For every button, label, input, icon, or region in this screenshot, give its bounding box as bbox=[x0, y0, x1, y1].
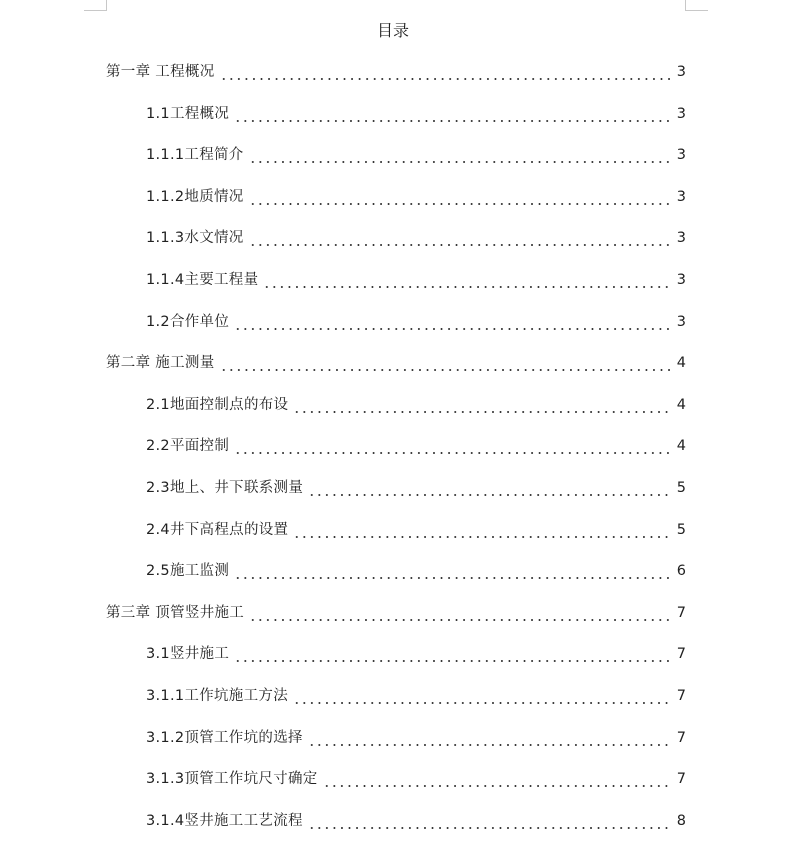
toc-page-number: 3 bbox=[676, 313, 686, 330]
toc-page-number: 3 bbox=[676, 188, 686, 205]
toc-page-number: 4 bbox=[676, 355, 686, 372]
toc-page-number: 7 bbox=[676, 771, 686, 788]
toc-entry-label[interactable]: 1.1.4主要工程量 bbox=[146, 271, 259, 288]
margin-corner-mark-left bbox=[84, 0, 107, 11]
toc-title: 目录 bbox=[376, 21, 409, 40]
toc-dot-leader bbox=[234, 436, 671, 456]
toc-entry-label[interactable]: 第三章 顶管竖井施工 bbox=[106, 604, 245, 621]
toc-dot-leader bbox=[234, 561, 671, 581]
toc-section-entry[interactable] bbox=[0, 312, 686, 354]
toc-section-entry[interactable] bbox=[0, 811, 686, 852]
toc-dot-leader bbox=[249, 187, 671, 207]
toc-page-number: 4 bbox=[676, 438, 686, 455]
toc-page-number: 7 bbox=[676, 687, 686, 704]
toc-section-entry[interactable] bbox=[0, 728, 686, 770]
toc-section-entry[interactable] bbox=[0, 228, 686, 270]
toc-chapter-entry[interactable] bbox=[0, 62, 686, 104]
toc-section-entry[interactable] bbox=[0, 104, 686, 146]
toc-dot-leader bbox=[308, 478, 671, 498]
toc-dot-leader bbox=[293, 520, 670, 540]
toc-dot-leader bbox=[249, 228, 671, 248]
toc-entry-label[interactable]: 1.2合作单位 bbox=[146, 313, 230, 330]
toc-dot-leader bbox=[308, 728, 671, 748]
toc-page-number: 8 bbox=[676, 812, 686, 829]
toc-chapter-entry[interactable] bbox=[0, 603, 686, 645]
toc-entry-label[interactable]: 1.1.3水文情况 bbox=[146, 230, 244, 247]
toc-entry-label[interactable]: 3.1.4竖井施工工艺流程 bbox=[146, 812, 303, 829]
toc-entry-label[interactable]: 3.1.3顶管工作坑尺寸确定 bbox=[146, 771, 318, 788]
toc-section-entry[interactable] bbox=[0, 769, 686, 811]
toc-page-number: 3 bbox=[676, 147, 686, 164]
toc-dot-leader bbox=[323, 769, 671, 789]
toc-dot-leader bbox=[234, 104, 671, 124]
toc-page-number: 7 bbox=[676, 729, 686, 746]
toc-section-entry[interactable] bbox=[0, 686, 686, 728]
toc-entry-label[interactable]: 3.1竖井施工 bbox=[146, 646, 230, 663]
toc-section-entry[interactable] bbox=[0, 395, 686, 437]
toc-section-entry[interactable] bbox=[0, 187, 686, 229]
toc-entry-label[interactable]: 2.3地上、井下联系测量 bbox=[146, 479, 304, 496]
toc-entry-label[interactable]: 2.2平面控制 bbox=[146, 438, 230, 455]
toc-page-number: 7 bbox=[676, 604, 686, 621]
toc-entry-label[interactable]: 3.1.2顶管工作坑的选择 bbox=[146, 729, 303, 746]
toc-dot-leader bbox=[220, 62, 671, 82]
toc-entry-label[interactable]: 第一章 工程概况 bbox=[106, 64, 215, 80]
toc-entry-label[interactable]: 3.1.1工作坑施工方法 bbox=[146, 687, 288, 704]
toc-page-number: 3 bbox=[676, 64, 686, 80]
toc-dot-leader bbox=[293, 686, 671, 706]
toc-page-number: 3 bbox=[676, 105, 686, 122]
toc-page-number: 5 bbox=[676, 479, 686, 496]
toc-dot-leader bbox=[249, 603, 671, 623]
toc-dot-leader bbox=[293, 395, 670, 415]
toc-page-number: 3 bbox=[676, 230, 686, 247]
toc-entry-label[interactable]: 2.4井下高程点的设置 bbox=[146, 521, 289, 538]
toc-entry-label[interactable]: 第二章 施工测量 bbox=[106, 355, 215, 372]
toc-entry-label[interactable]: 2.1地面控制点的布设 bbox=[146, 396, 289, 413]
toc-section-entry[interactable] bbox=[0, 644, 686, 686]
table-of-contents bbox=[0, 62, 786, 852]
toc-section-entry[interactable] bbox=[0, 145, 686, 187]
toc-dot-leader bbox=[234, 644, 671, 664]
toc-page-number: 6 bbox=[676, 563, 686, 580]
toc-entry-label[interactable]: 1.1.2地质情况 bbox=[146, 188, 244, 205]
toc-section-entry[interactable] bbox=[0, 561, 686, 603]
toc-entry-label[interactable]: 1.1工程概况 bbox=[146, 105, 230, 122]
toc-page-number: 4 bbox=[676, 396, 686, 413]
toc-page-number: 7 bbox=[676, 646, 686, 663]
toc-dot-leader bbox=[220, 353, 671, 373]
toc-dot-leader bbox=[234, 312, 671, 332]
toc-section-entry[interactable] bbox=[0, 520, 686, 562]
toc-section-entry[interactable] bbox=[0, 436, 686, 478]
toc-section-entry[interactable] bbox=[0, 478, 686, 520]
toc-section-entry[interactable] bbox=[0, 270, 686, 312]
toc-page-number: 5 bbox=[676, 521, 686, 538]
toc-dot-leader bbox=[263, 270, 670, 290]
toc-entry-label[interactable]: 2.5施工监测 bbox=[146, 563, 230, 580]
margin-corner-mark-right bbox=[685, 0, 708, 11]
toc-dot-leader bbox=[249, 145, 671, 165]
toc-dot-leader bbox=[308, 811, 671, 831]
toc-chapter-entry[interactable] bbox=[0, 353, 686, 395]
toc-entry-label[interactable]: 1.1.1工程简介 bbox=[146, 147, 244, 164]
toc-page-number: 3 bbox=[676, 271, 686, 288]
